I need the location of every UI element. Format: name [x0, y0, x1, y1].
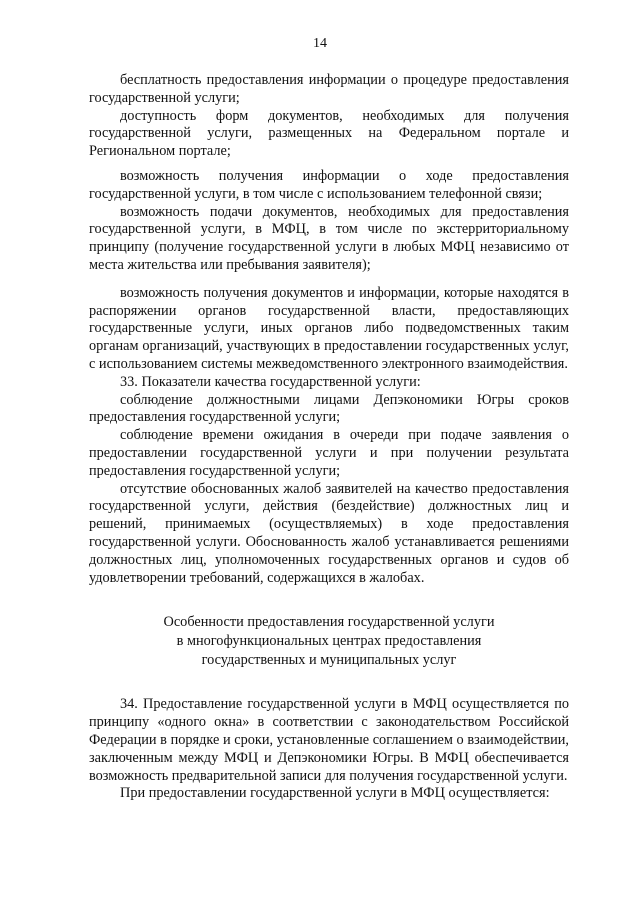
paragraph-deadlines: соблюдение должностными лицами Депэкономики Югры сроков предоставления государственной услуги; — [89, 391, 569, 426]
heading-line-3: государственных и муниципальных услуг — [201, 652, 457, 669]
heading-line-1: Особенности предоставления государственной услуги — [163, 614, 495, 631]
paragraph-mfc-provision: 34. Предоставление государственной услуги в МФЦ осуществляется по принципу «одного окна» в соответствии с законодательством Российской Федерации в порядке и сроки, установленные соглашением о взаимодействии, заключенным между МФЦ и Депэкономики Югры. В МФЦ обеспечивается возможность предварительной записи для получения государственной услуги. — [89, 696, 569, 784]
section-heading — [89, 613, 569, 670]
paragraph-waiting-time: соблюдение времени ожидания в очереди при подаче заявления о предоставлении государственной услуги и при получении результата предоставления государственной услуги; — [89, 427, 569, 479]
page-number: 14 — [313, 36, 327, 51]
paragraph-complaints: отсутствие обоснованных жалоб заявителей на качество предоставления государственной услуги, действия (бездействие) должностных лиц и решений, принимаемых (осуществляемых) в ходе предоставления государственной услуги. Обоснованность жалоб устанавливается решениями должностных лиц, уполномоченных государственных органов и судов об удовлетворении требований, содержащихся в жалобах. — [89, 480, 569, 586]
paragraph-quality-indicators: 33. Показатели качества государственной услуги: — [120, 373, 421, 390]
paragraph-progress-info: возможность получения информации о ходе предоставления государственной услуги, в том числе с использованием телефонной связи; — [89, 167, 569, 202]
paragraph-submission-mfc: возможность подачи документов, необходимых для предоставления государственной услуги, в МФЦ, в том числе по экстерриториальному принципу (получение государственной услуги в любых МФЦ независимо от места жительства или пребывания заявителя); — [89, 203, 569, 273]
document-body — [89, 72, 569, 803]
paragraph-forms-availability: доступность форм документов, необходимых для получения государственной услуги, размещенных на Федеральном портале и Региональном портале; — [89, 107, 569, 160]
paragraph-receiving-documents: возможность получения документов и информации, которые находятся в распоряжении органов государственной власти, предоставляющих государственные услуги, иных органов либо подведомственных таким органам организаций, участвующих в предоставлении государственных услуг, с использованием системы межведомственного электронного взаимодействия. — [89, 284, 569, 372]
paragraph-mfc-actions: При предоставлении государственной услуги в МФЦ осуществляется: — [120, 785, 550, 802]
paragraph-free-info: бесплатность предоставления информации о процедуре предоставления государственной услуги; — [89, 72, 569, 106]
heading-line-2: в многофункциональных центрах предоставления — [176, 633, 482, 650]
